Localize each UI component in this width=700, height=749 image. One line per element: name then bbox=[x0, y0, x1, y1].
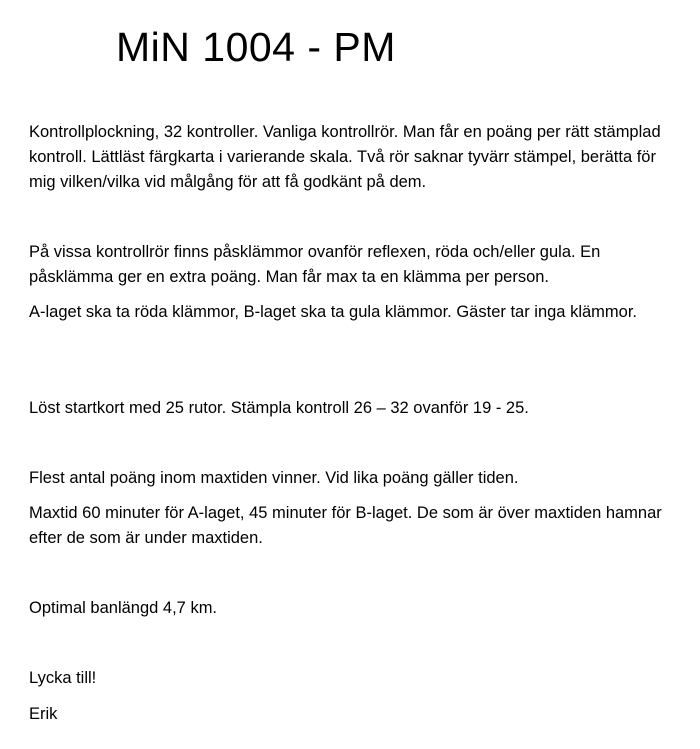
paragraph-control-rules: Kontrollplockning, 32 kontroller. Vanliga kontrollrör. Man får en poäng per rätt stämplad kontroll. Lättläst färgkarta i varierande skala. Två rör saknar tyvärr stämpel, berätta för mig vilken/vilka vid målgång för att få godkänt på dem. bbox=[29, 123, 661, 191]
paragraph-max-time: Maxtid 60 minuter för A-laget, 45 minuter för B-laget. De som är över maxtiden hamnar efter de som är under maxtiden. bbox=[29, 504, 662, 547]
paragraph-good-luck: Lycka till! bbox=[29, 669, 97, 687]
paragraph-winner-rule: Flest antal poäng inom maxtiden vinner. Vid lika poäng gäller tiden. bbox=[29, 469, 519, 487]
paragraph-start-card: Löst startkort med 25 rutor. Stämpla kontroll 26 – 32 ovanför 19 - 25. bbox=[29, 399, 529, 417]
signature-name: Erik bbox=[29, 705, 58, 723]
document-title: MiN 1004 - PM bbox=[116, 24, 396, 70]
paragraph-team-clips: A-laget ska ta röda klämmor, B-laget ska ta gula klämmor. Gäster tar inga klämmor. bbox=[29, 303, 637, 321]
paragraph-clips-info: På vissa kontrollrör finns påsklämmor ovanför reflexen, röda och/eller gula. En påsklämma ger en extra poäng. Man får max ta en klämma per person. bbox=[29, 243, 601, 286]
paragraph-course-length: Optimal banlängd 4,7 km. bbox=[29, 599, 218, 617]
